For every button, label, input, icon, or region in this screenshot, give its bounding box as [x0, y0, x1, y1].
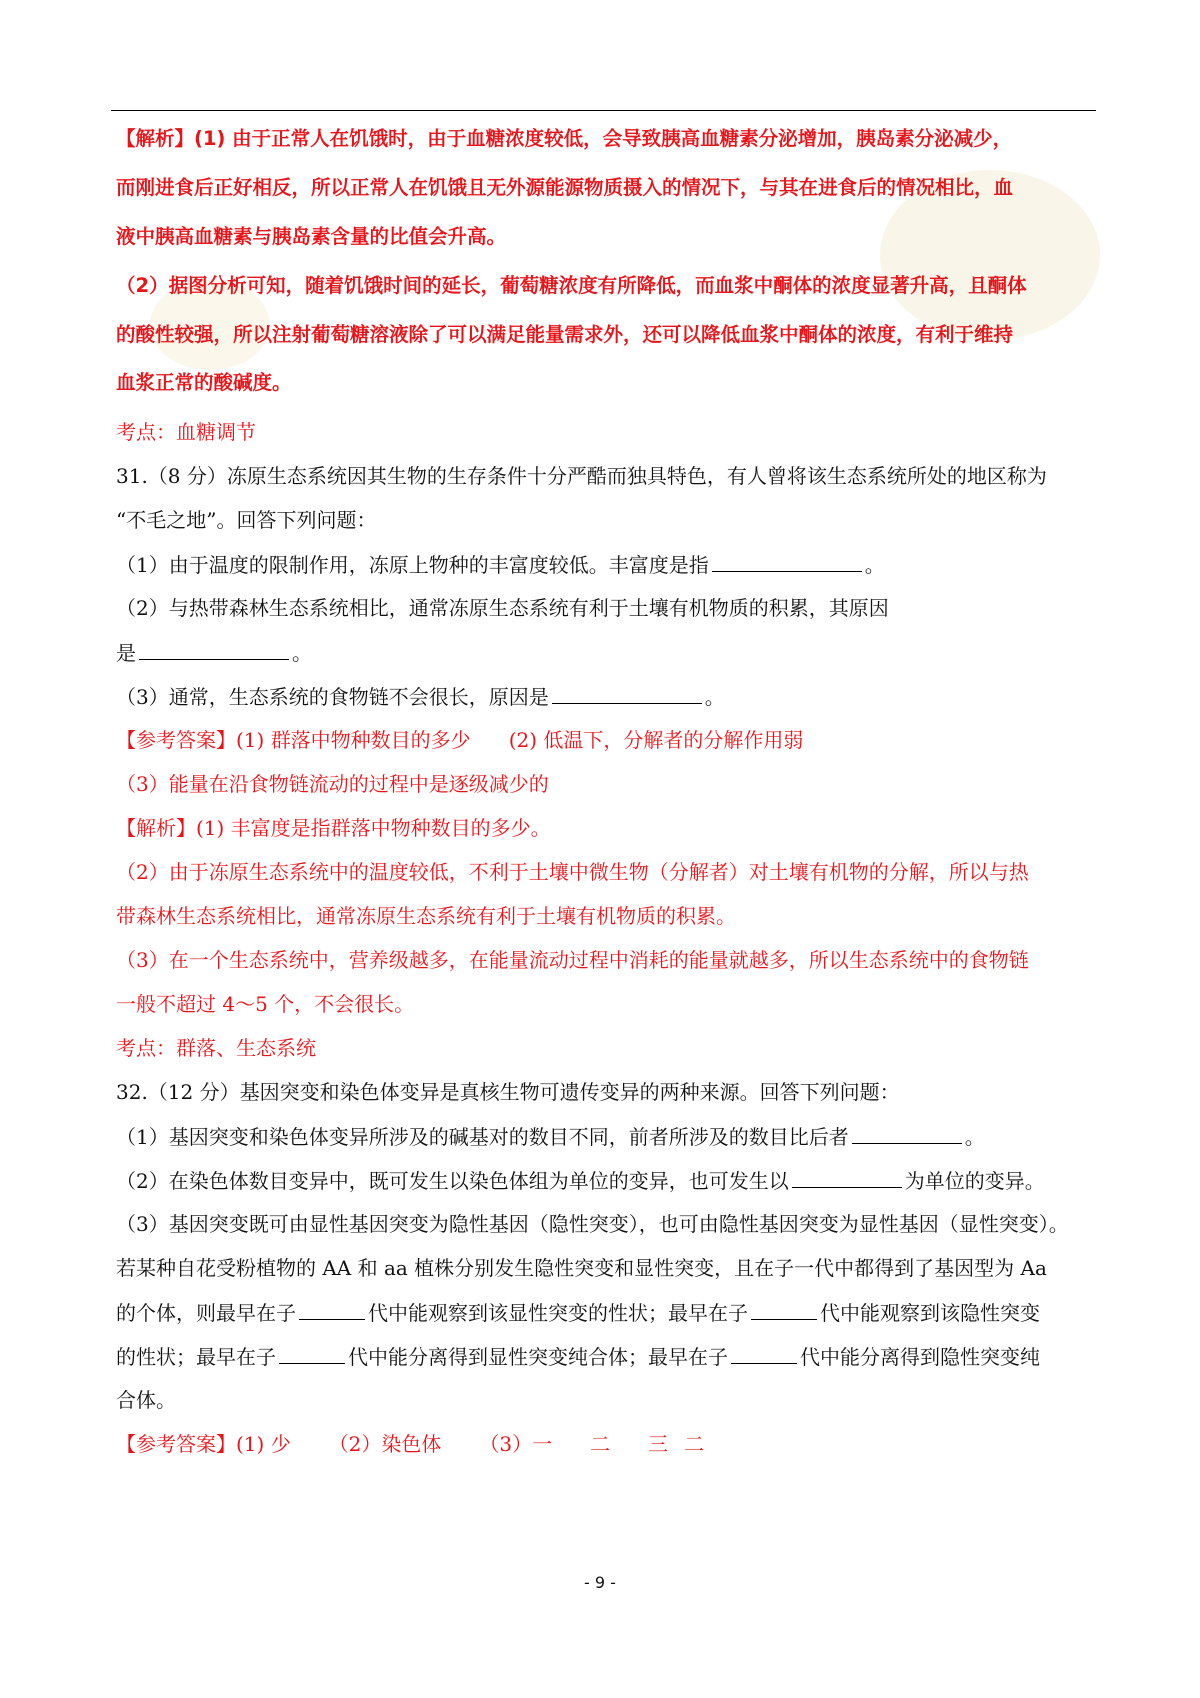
page-number: - 9 - [584, 1573, 616, 1592]
analysis31-line2: （2）由于冻原生态系统中的温度较低，不利于土壤中微生物（分解者）对土壤有机物的分解，所以与热 [116, 860, 1029, 884]
analysis31-line4: （3）在一个生态系统中，营养级越多，在能量流动过程中消耗的能量就越多，所以生态系统中的食物链 [116, 948, 1029, 972]
q32-sub1 [116, 1123, 985, 1150]
answer-blank [792, 1167, 902, 1188]
q32-sub2-text: （2）在染色体数目变异中，既可发生以染色体组为单位的变异，也可发生以 [116, 1169, 789, 1193]
analysis31-line5: 一般不超过 4～5 个，不会很长。 [116, 992, 415, 1016]
q32-sub2 [116, 1167, 1045, 1194]
q31-sub2b-text: 是 [116, 641, 136, 665]
ans31-a2: (2) 低温下，分解者的分解作用弱 [508, 728, 804, 752]
answer-blank [299, 1299, 365, 1320]
ans32-a3: （3）一 [479, 1432, 553, 1456]
q32-sub3-line3 [116, 1299, 1040, 1326]
q32-s3c-c: 代中能观察到该隐性突变 [820, 1301, 1040, 1325]
header-rule [111, 110, 1096, 111]
q32-s3c-b: 代中能观察到该显性突变的性状；最早在子 [368, 1301, 748, 1325]
q32-sub3-line5: 合体。 [116, 1388, 176, 1412]
kaodian30: 考点：血糖调节 [116, 420, 256, 444]
answer-blank [139, 639, 289, 660]
analysis31-line1: 【解析】(1) 丰富度是指群落中物种数目的多少。 [116, 816, 551, 840]
answer-blank [712, 551, 862, 572]
analysis30-line4: （2）据图分析可知，随着饥饿时间的延长，葡萄糖浓度有所降低，而血浆中酮体的浓度显著升高，且酮体 [116, 274, 1027, 297]
analysis30-line1: 【解析】(1) 由于正常人在饥饿时，由于血糖浓度较低，会导致胰高血糖素分泌增加，胰岛素分泌减少， [116, 127, 1013, 150]
q31-sub2-end: 。 [292, 641, 312, 665]
q31-sub3-text: （3）通常，生态系统的食物链不会很长，原因是 [116, 685, 549, 709]
answer-blank [751, 1299, 817, 1320]
q31-sub3 [116, 683, 725, 710]
ans32-a5: 三 [648, 1432, 669, 1456]
ans32-a1: (1) 少 [236, 1432, 291, 1456]
kaodian31: 考点：群落、生态系统 [116, 1036, 316, 1060]
ans31-line1 [116, 727, 803, 753]
q32-s3c-a: 的个体，则最早在子 [116, 1301, 296, 1325]
answer-blank [852, 1123, 962, 1144]
q32-line1: 32.（12 分）基因突变和染色体变异是真核生物可遗传变异的两种来源。回答下列问题： [116, 1080, 900, 1104]
q31-sub2: （2）与热带森林生态系统相比，通常冻原生态系统有利于土壤有机物质的积累，其原因 [116, 596, 889, 620]
q32-s3d-b: 代中能分离得到显性突变纯合体；最早在子 [348, 1345, 728, 1369]
ans32-a2: （2）染色体 [328, 1432, 442, 1456]
ans32-a6: 二 [684, 1432, 705, 1456]
q32-s3d-a: 的性状；最早在子 [116, 1345, 276, 1369]
analysis30-line5: 的酸性较强，所以注射葡萄糖溶液除了可以满足能量需求外，还可以降低血浆中酮体的浓度，有利于维持 [116, 323, 1014, 346]
answer-blank [552, 683, 702, 704]
analysis30-line6: 血浆正常的酸碱度。 [116, 371, 292, 394]
answer-blank [731, 1343, 797, 1364]
ans32-line [116, 1431, 704, 1457]
q32-sub1-end: 。 [964, 1125, 985, 1149]
q31-sub1-text: （1）由于温度的限制作用，冻原上物种的丰富度较低。丰富度是指 [116, 553, 709, 577]
ans31-tag: 【参考答案】 [116, 728, 236, 752]
q32-sub2-end: 为单位的变异。 [904, 1169, 1045, 1193]
analysis30-line3: 液中胰高血糖素与胰岛素含量的比值会升高。 [116, 225, 507, 248]
analysis31-line3: 带森林生态系统相比，通常冻原生态系统有利于土壤有机物质的积累。 [116, 904, 736, 928]
q31-sub2b [116, 639, 312, 666]
ans31-a1: (1) 群落中物种数目的多少 [236, 728, 471, 752]
ans31-a3: （3）能量在沿食物链流动的过程中是逐级减少的 [116, 772, 549, 796]
q31-sub1 [116, 551, 885, 578]
q32-sub3-line2: 若某种自花受粉植物的 AA 和 aa 植株分别发生隐性突变和显性突变，且在子一代中都得到了基因型为 Aa [116, 1256, 1047, 1280]
ans32-tag: 【参考答案】 [116, 1432, 236, 1456]
q32-sub3-line1: （3）基因突变既可由显性基因突变为隐性基因（隐性突变），也可由隐性基因突变为显性基因（显性突变）。 [116, 1212, 1069, 1236]
q31-line2: “不毛之地”。回答下列问题： [116, 508, 377, 532]
q32-sub3-line4 [116, 1343, 1040, 1370]
q32-sub1-text: （1）基因突变和染色体变异所涉及的碱基对的数目不同，前者所涉及的数目比后者 [116, 1125, 849, 1149]
ans32-a4: 二 [590, 1432, 611, 1456]
answer-blank [279, 1343, 345, 1364]
q31-sub1-end: 。 [864, 553, 885, 577]
analysis30-line2: 而刚进食后正好相反，所以正常人在饥饿且无外源能源物质摄入的情况下，与其在进食后的情况相比，血 [116, 176, 1014, 199]
q31-sub3-end: 。 [704, 685, 725, 709]
q32-s3d-c: 代中能分离得到隐性突变纯 [800, 1345, 1040, 1369]
q31-line1: 31.（8 分）冻原生态系统因其生物的生存条件十分严酷而独具特色，有人曾将该生态系统所处的地区称为 [116, 464, 1047, 488]
